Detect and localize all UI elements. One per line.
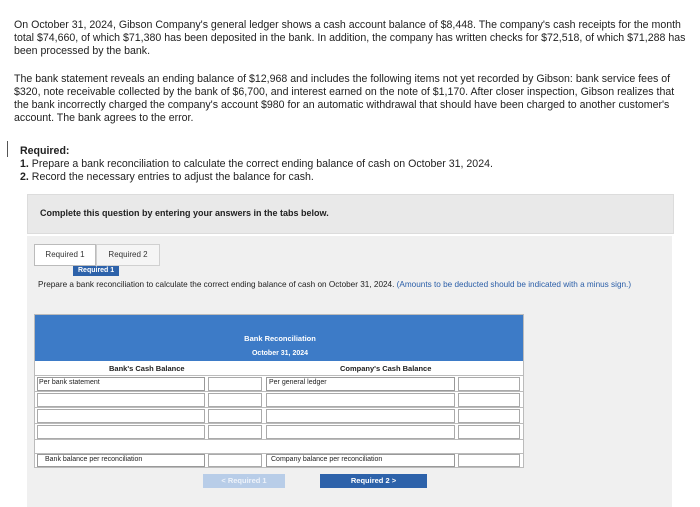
bank-final-description-cell (37, 454, 205, 467)
tab-required-2[interactable]: Required 2 (96, 244, 160, 266)
bank-amount-input[interactable] (208, 425, 262, 439)
problem-paragraph-1: On October 31, 2024, Gibson Company's general ledger shows a cash account balance of $8,448. The company's cash receipts for the month total $74,660, of which $71,380 has been deposited in the bank. In addition, the company has written checks for $72,518, of which $71,288 has been processed by the bank. (14, 19, 686, 57)
table-row (35, 423, 523, 440)
table-row (35, 391, 523, 408)
required-item-2: 2. Record the necessary entries to adjust the balance for cash. (20, 171, 314, 183)
active-tab-label: Required 1 (73, 266, 119, 276)
instruction-note: (Amounts to be deducted should be indicated with a minus sign.) (396, 280, 632, 289)
left-marker (0, 141, 8, 157)
tab-required-1[interactable]: Required 1 (34, 244, 96, 266)
bank-statement-label: Per bank statement (39, 379, 100, 386)
company-description-cell[interactable] (266, 377, 455, 391)
table-row-total (35, 453, 523, 468)
company-amount-input[interactable] (458, 409, 520, 423)
instructions-banner (27, 194, 674, 234)
bank-final-amount-input[interactable] (208, 454, 262, 467)
bank-description-input[interactable] (37, 393, 205, 407)
instructions-banner-text: Complete this question by entering your answers in the tabs below. (40, 208, 329, 218)
bank-reconciliation-table (34, 314, 524, 468)
required-heading: Required: (20, 145, 70, 157)
company-final-amount-input[interactable] (458, 454, 520, 467)
company-description-input[interactable] (266, 409, 455, 423)
required-section (20, 145, 493, 184)
bank-amount-input[interactable] (208, 377, 262, 391)
previous-tab-button[interactable]: < Required 1 (203, 474, 285, 488)
table-row (35, 375, 523, 392)
company-amount-input[interactable] (458, 425, 520, 439)
bank-column-header: Bank's Cash Balance (109, 364, 185, 373)
company-final-description-cell (266, 454, 455, 467)
instruction-text: Prepare a bank reconciliation to calculate the correct ending balance of cash on October 31, 2024. (38, 280, 395, 289)
next-tab-button[interactable]: Required 2 > (320, 474, 427, 488)
bank-amount-input[interactable] (208, 393, 262, 407)
required-item-1: 1. Prepare a bank reconciliation to calculate the correct ending balance of cash on October 31, 2024. (20, 158, 493, 170)
table-row (35, 439, 523, 454)
company-final-label: Company balance per reconciliation (271, 456, 383, 463)
bank-description-input[interactable] (37, 425, 205, 439)
company-amount-input[interactable] (458, 393, 520, 407)
company-column-header: Company's Cash Balance (340, 364, 432, 373)
bank-description-cell[interactable] (37, 377, 205, 391)
table-date: October 31, 2024 (251, 350, 309, 357)
tab-instructions (38, 280, 638, 290)
bank-description-input[interactable] (37, 409, 205, 423)
company-amount-input[interactable] (458, 377, 520, 391)
general-ledger-label: Per general ledger (269, 379, 327, 386)
bank-final-label: Bank balance per reconciliation (45, 456, 143, 463)
table-title: Bank Reconciliation (244, 334, 316, 343)
problem-paragraph-2: The bank statement reveals an ending balance of $12,968 and includes the following items not yet recorded by Gibson: bank service fees of $320, note receivable collected by the bank of $6,700, and interest earned on the note of $1,170. After closer inspection, Gibson realizes that the bank incorrectly charged the company's account $980 for an automatic withdrawal that should have been charged to another customer's account. The bank agrees to the error. (14, 73, 675, 124)
company-description-input[interactable] (266, 425, 455, 439)
bank-amount-input[interactable] (208, 409, 262, 423)
table-row (35, 407, 523, 424)
company-description-input[interactable] (266, 393, 455, 407)
